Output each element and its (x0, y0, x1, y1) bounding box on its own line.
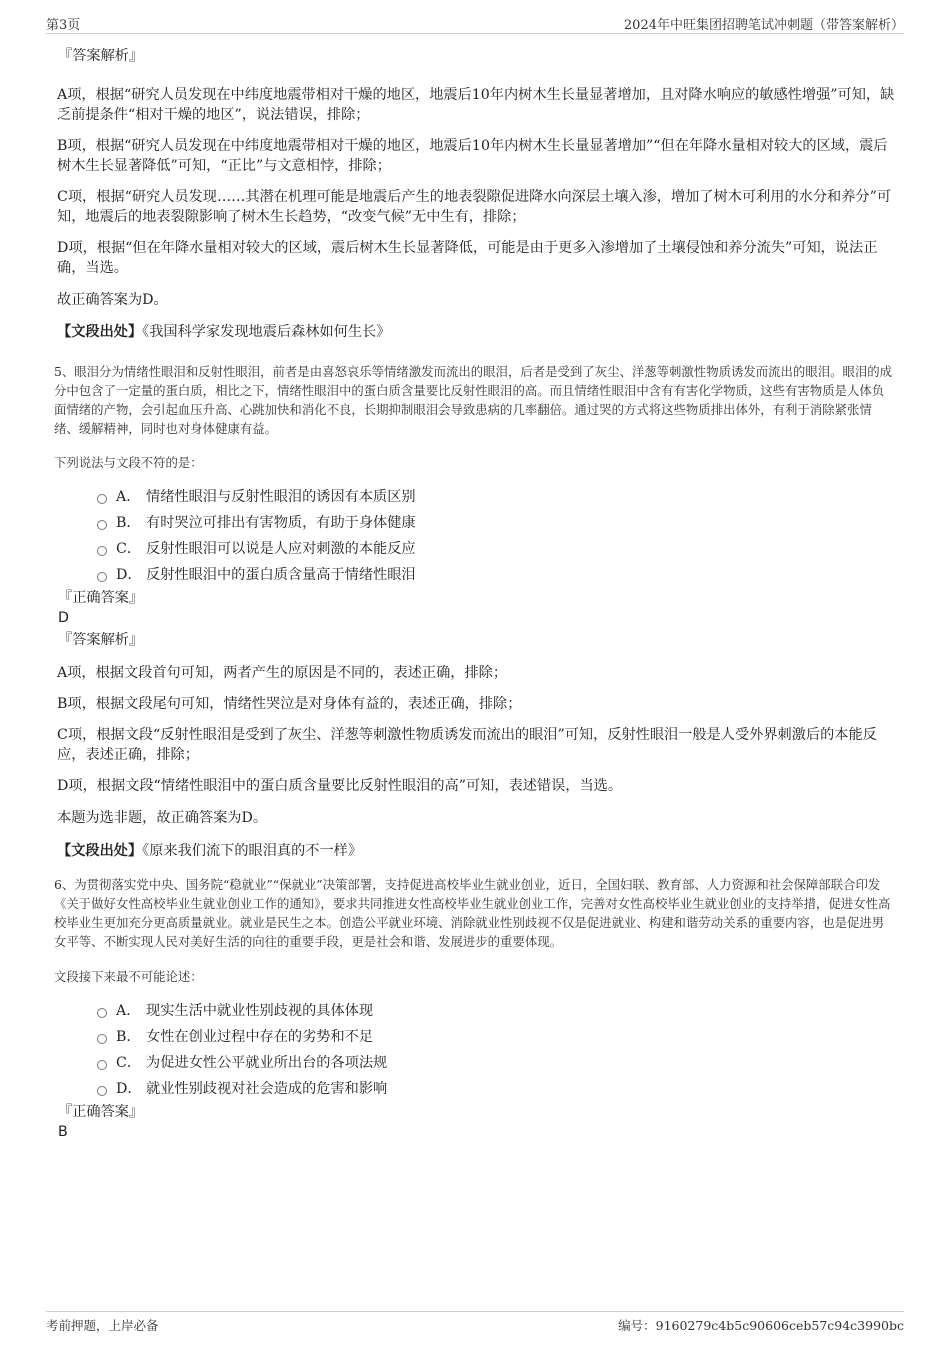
analysis-item: D项，根据文段“情绪性眼泪中的蛋白质含量要比反射性眼泪的高”可知，表述错误，当选。 (57, 778, 623, 794)
document-id: 编号：9160279c4b5c90606ceb57c94c3990bc (618, 1318, 904, 1333)
question-stem: 5、眼泪分为情绪性眼泪和反射性眼泪，前者是由喜怒哀乐等情绪激发而流出的眼泪，后者是受到了灰尘、洋葱等刺激性物质诱发而流出的眼泪。眼泪的成分中包含了一定量的蛋白质，相比之下，情绪性眼泪中的蛋白质含量要比反射性眼泪的高。而且情绪性眼泪中含有有害化学物质，这些有害物质是人体负面情绪的产物，会引起血压升高、心跳加快和消化不良，长期抑制眼泪会导致患病的几率翻倍。通过哭的方式将这些物质排出体外，有利于消除紧张情绪、缓解精神，同时也对身体健康有益。 (54, 364, 893, 436)
source-label: 【文段出处】 (57, 324, 143, 340)
analysis-label: 『答案解析』 (58, 632, 144, 648)
radio-icon[interactable] (97, 1008, 107, 1018)
source-title: 《我国科学家发现地震后森林如何生长》 (142, 324, 391, 340)
analysis-item: C项，根据文段“反射性眼泪是受到了灰尘、洋葱等刺激性物质诱发而流出的眼泪”可知，反射性眼泪一般是人受外界刺激后的本能反应，表述正确，排除； (57, 727, 877, 763)
radio-icon[interactable] (97, 546, 107, 556)
analysis-item: A项，根据文段首句可知，两者产生的原因是不同的，表述正确，排除； (57, 665, 508, 681)
radio-icon[interactable] (97, 572, 107, 582)
option-d[interactable]: D． 反射性眼泪中的蛋白质含量高于情绪性眼泪 (97, 562, 895, 588)
analysis-item: D项，根据“但在年降水量相对较大的区域，震后树木生长显著降低，可能是由于更多入渗增加了土壤侵蚀和养分流失”可知，说法正确，当选。 (57, 240, 878, 276)
correct-answer: B (58, 1124, 68, 1140)
option-b[interactable]: B． 有时哭泣可排出有害物质，有助于身体健康 (97, 510, 895, 536)
question-stem: 6、为贯彻落实党中央、国务院“稳就业”“保就业”决策部署，支持促进高校毕业生就业创业，近日，全国妇联、教育部、人力资源和社会保障部联合印发《关于做好女性高校毕业生就业创业工作的通知》，要求共同推进女性高校毕业生就业创业工作，完善对女性高校毕业生就业创业的支持举措，促进女性高校毕业生更加充分更高质量就业。就业是民生之本。创造公平就业环境、消除就业性别歧视不仅是促进就业、构建和谐劳动关系的重要内容，也是促进男女平等、不断实现人民对美好生活的向往的重要手段，更是社会和谐、发展进步的重要体现。 (54, 877, 891, 949)
source-line (57, 322, 895, 342)
option-list (97, 998, 895, 1102)
radio-icon[interactable] (97, 520, 107, 530)
option-a[interactable]: A． 现实生活中就业性别歧视的具体体现 (97, 998, 895, 1024)
analysis-item: C项，根据“研究人员发现……其潜在机理可能是地震后产生的地表裂隙促进降水向深层土壤入渗，增加了树木可利用的水分和养分”可知，地震后的地表裂隙影响了树木生长趋势，“改变气候”无中生有，排除； (57, 189, 892, 225)
analysis-item: A项，根据“研究人员发现在中纬度地震带相对干燥的地区，地震后10年内树木生长量显著增加，且对降水响应的敏感性增强”可知，缺乏前提条件“相对干燥的地区”，说法错误，排除； (57, 87, 895, 123)
option-list (97, 484, 895, 588)
analysis-label: 『答案解析』 (58, 48, 144, 64)
page-number: 第3页 (46, 18, 81, 33)
radio-icon[interactable] (97, 494, 107, 504)
option-c[interactable]: C． 为促进女性公平就业所出台的各项法规 (97, 1050, 895, 1076)
correct-answer: D (58, 610, 69, 626)
analysis-item: B项，根据文段尾句可知，情绪性哭泣是对身体有益的，表述正确，排除； (57, 696, 522, 712)
correct-answer-label: 『正确答案』 (58, 1104, 144, 1120)
source-label: 【文段出处】 (57, 843, 143, 859)
page-content (54, 42, 895, 1142)
analysis-item: B项，根据“研究人员发现在中纬度地震带相对干燥的地区，地震后10年内树木生长量显著增加”“但在年降水量相对较大的区域，震后树木生长显著降低”可知，“正比”与文意相悖，排除； (57, 138, 888, 174)
radio-icon[interactable] (97, 1060, 107, 1070)
document-title: 2024年中旺集团招聘笔试冲刺题（带答案解析） (623, 18, 904, 33)
analysis-conclusion: 本题为选非题，故正确答案为D。 (57, 810, 268, 826)
option-b[interactable]: B． 女性在创业过程中存在的劣势和不足 (97, 1024, 895, 1050)
question-prompt: 下列说法与文段不符的是： (54, 455, 203, 470)
footer-slogan: 考前押题，上岸必备 (46, 1318, 159, 1333)
correct-answer-label: 『正确答案』 (58, 590, 144, 606)
option-d[interactable]: D． 就业性别歧视对社会造成的危害和影响 (97, 1076, 895, 1102)
radio-icon[interactable] (97, 1034, 107, 1044)
source-title: 《原来我们流下的眼泪真的不一样》 (142, 843, 363, 859)
option-c[interactable]: C． 反射性眼泪可以说是人应对刺激的本能反应 (97, 536, 895, 562)
analysis-conclusion: 故正确答案为D。 (57, 292, 168, 308)
question-prompt: 文段接下来最不可能论述： (54, 969, 203, 984)
source-line (57, 841, 895, 861)
page-header (46, 14, 904, 34)
radio-icon[interactable] (97, 1086, 107, 1096)
option-a[interactable]: A． 情绪性眼泪与反射性眼泪的诱因有本质区别 (97, 484, 895, 510)
page-footer (46, 1311, 904, 1333)
